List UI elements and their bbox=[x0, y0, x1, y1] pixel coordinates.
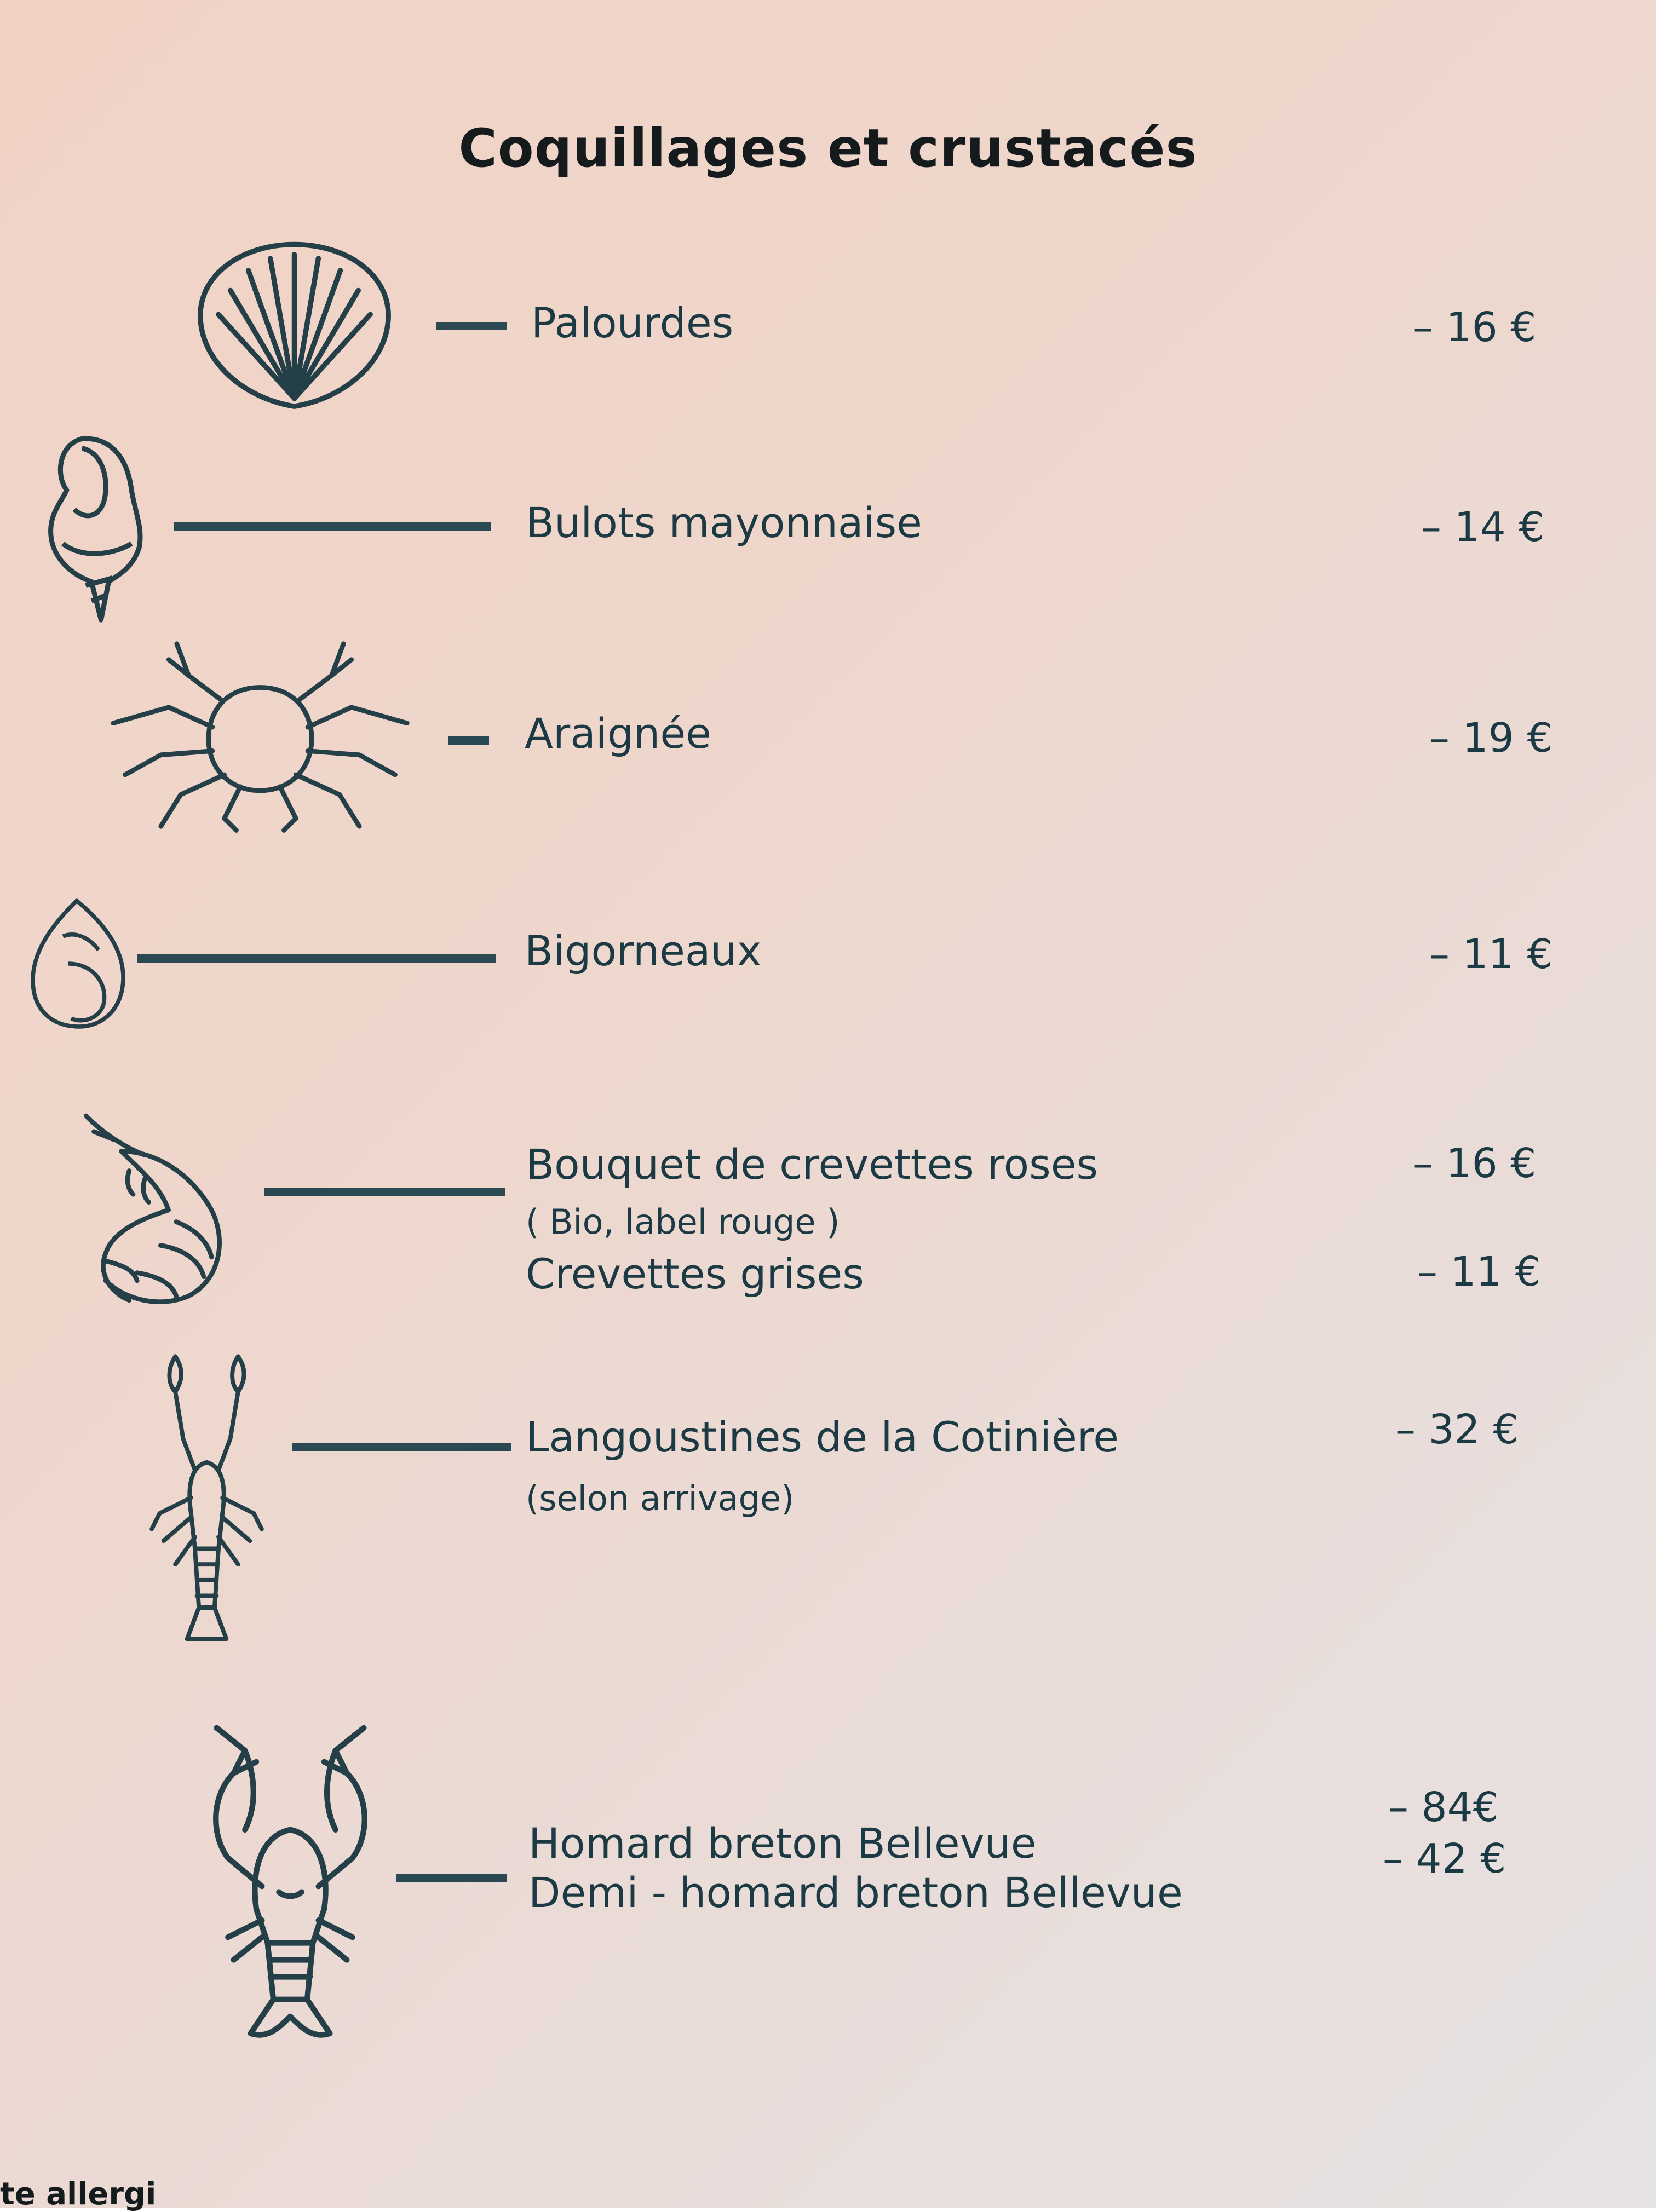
item-name: Bouquet de crevettes roses bbox=[526, 1140, 1099, 1189]
item-name: Bulots mayonnaise bbox=[526, 498, 922, 547]
leader-line bbox=[137, 954, 496, 963]
shrimp-icon bbox=[82, 1111, 227, 1309]
leader-line bbox=[396, 1874, 507, 1882]
periwinkle-icon bbox=[27, 895, 129, 1032]
footer-text: te allergi bbox=[0, 2176, 157, 2212]
item-name: Demi - homard breton Bellevue bbox=[528, 1868, 1183, 1917]
item-price: – 14 € bbox=[1421, 504, 1545, 551]
spider-crab-icon bbox=[101, 635, 419, 835]
scallop-shell-icon bbox=[194, 238, 394, 411]
leader-line bbox=[448, 736, 489, 745]
leader-line bbox=[292, 1443, 511, 1451]
whelk-icon bbox=[44, 433, 151, 624]
item-name: Bigorneaux bbox=[525, 926, 762, 975]
leader-line bbox=[264, 1188, 505, 1196]
leader-line bbox=[436, 322, 507, 330]
page-title: Coquillages et crustacés bbox=[458, 118, 1198, 179]
item-price: – 19 € bbox=[1429, 715, 1553, 762]
item-name: Crevettes grises bbox=[526, 1249, 864, 1298]
item-note: ( Bio, label rouge ) bbox=[526, 1202, 840, 1242]
leader-line bbox=[174, 522, 491, 531]
item-price: – 84€ bbox=[1388, 1784, 1499, 1831]
lobster-icon bbox=[205, 1722, 375, 2045]
item-price: – 16 € bbox=[1413, 1140, 1537, 1187]
item-name: Homard breton Bellevue bbox=[528, 1819, 1037, 1868]
item-price: – 11 € bbox=[1417, 1248, 1541, 1295]
item-price: – 11 € bbox=[1429, 931, 1553, 978]
item-price: – 32 € bbox=[1395, 1406, 1519, 1453]
item-name: Palourdes bbox=[531, 298, 734, 347]
item-price: – 42 € bbox=[1383, 1835, 1507, 1882]
item-name: Langoustines de la Cotinière bbox=[526, 1413, 1119, 1461]
langoustine-icon bbox=[148, 1352, 266, 1651]
item-price: – 16 € bbox=[1413, 304, 1537, 351]
item-name: Araignée bbox=[525, 709, 711, 758]
item-note: (selon arrivage) bbox=[526, 1478, 795, 1518]
